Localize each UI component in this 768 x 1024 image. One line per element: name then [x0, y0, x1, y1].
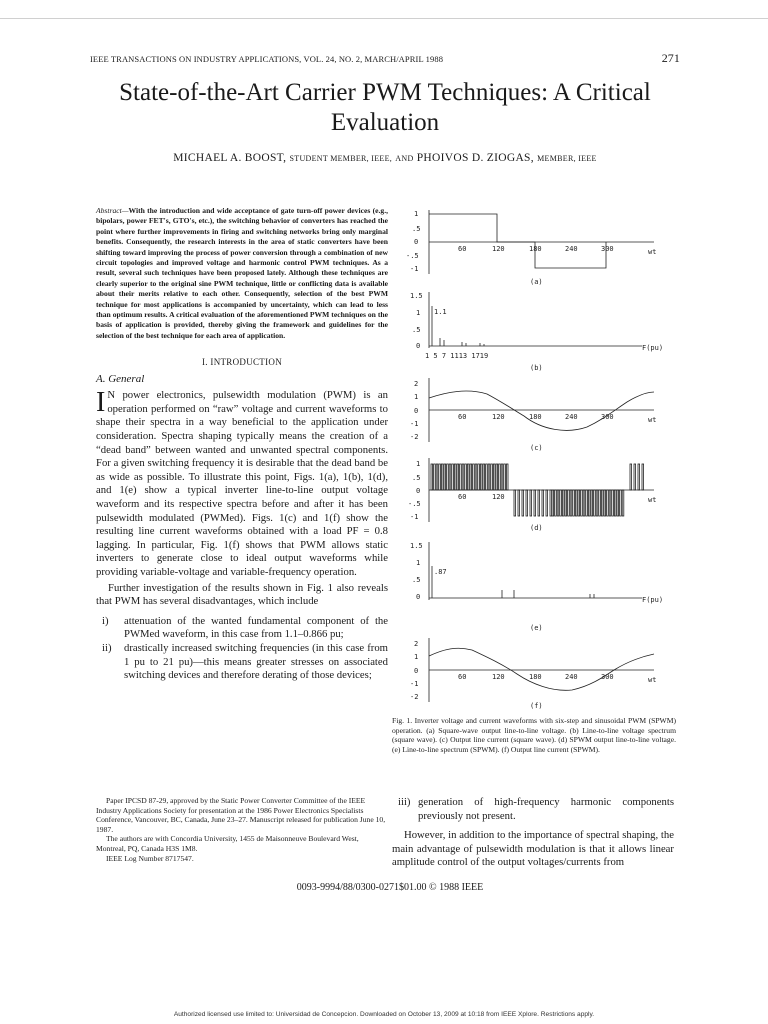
c-ytick-1: 1 [414, 393, 419, 401]
section-heading: I. INTRODUCTION [202, 357, 282, 368]
d-pwm-pulse [591, 490, 593, 516]
d-pwm-pulse [601, 490, 603, 516]
d-ytick-m05: -.5 [408, 500, 421, 508]
d-pwm-pulse [526, 490, 528, 516]
e-ytick-15: 1.5 [410, 542, 423, 550]
d-pwm-pulse [562, 490, 564, 516]
d-pwm-pulse [504, 464, 506, 490]
d-pwm-pulse [457, 464, 459, 490]
d-pwm-pulse [568, 490, 570, 516]
d-pwm-pulse [620, 490, 622, 516]
c-xtick-180: 180 [529, 413, 542, 421]
d-pwm-pulse [565, 490, 567, 516]
d-pwm-pulse [542, 490, 544, 516]
a-xtick-180: 180 [529, 245, 542, 253]
d-pwm-pulse [546, 490, 548, 516]
journal-citation: IEEE TRANSACTIONS ON INDUSTRY APPLICATIONS, VOL. 24, NO. 2, MARCH/APRIL 1988 [90, 54, 444, 64]
d-pwm-pulse [441, 464, 443, 490]
d-pwm-pulse [483, 464, 485, 490]
d-pwm-pulse [436, 464, 438, 490]
panel-label-e: (e) [530, 624, 543, 632]
f-xtick-300: 300 [601, 673, 614, 681]
page-number: 271 [661, 51, 680, 65]
d-pwm-pulse [462, 464, 464, 490]
intro-paragraph-1 [96, 389, 388, 579]
d-pwm-pulse [470, 464, 472, 490]
subsection-heading: A. General [96, 373, 145, 386]
f-xtick-60: 60 [458, 673, 467, 681]
d-pwm-pulse [578, 490, 580, 516]
d-ytick-m1: -1 [410, 513, 419, 521]
list-item [96, 615, 388, 642]
d-pwm-pulse [478, 464, 480, 490]
d-pwm-pulse [534, 490, 536, 516]
author-conjunction: AND [395, 154, 414, 163]
d-pwm-pulse [588, 490, 590, 516]
d-pwm-pulse [630, 464, 632, 490]
c-ytick-0: 0 [414, 407, 419, 415]
d-pwm-pulse [493, 464, 495, 490]
d-pwm-pulse [491, 464, 493, 490]
d-pwm-pulse [488, 464, 490, 490]
figure-caption: Fig. 1. Inverter voltage and current waveforms with six-step and sinusoidal PWM (SPWM) operation. (a) Square-wave output line-to-line voltage. (b) Line-to-line voltage spectrum (square wave). (c) Output line current (square wave). (d) SPWM output line-to-line voltage. (e) Line-to-line spectrum (SPWM). (f) Output line current (SPWM). [392, 716, 676, 754]
c-xtick-60: 60 [458, 413, 467, 421]
f-wt-label: wt [648, 676, 657, 684]
panel-e [410, 542, 663, 632]
f-ytick-m1: -1 [410, 680, 419, 688]
b-ytick-0: 0 [416, 342, 421, 350]
c-ytick-m2: -2 [410, 433, 419, 441]
author-boost: MICHAEL A. BOOST, [173, 152, 287, 164]
left-column [96, 206, 388, 683]
panel-a [406, 210, 656, 286]
d-pwm-pulse [449, 464, 451, 490]
panel-label-c: (c) [530, 444, 543, 452]
first-page-footnote [96, 796, 388, 863]
d-pwm-pulse [596, 490, 598, 516]
d-ytick-1: 1 [416, 460, 421, 468]
d-pwm-pulse [560, 490, 562, 516]
f-ytick-0: 0 [414, 667, 419, 675]
f-ytick-m2: -2 [410, 693, 419, 701]
e-ytick-0: 0 [416, 593, 421, 601]
panel-d [408, 458, 656, 532]
figure-1-plots [392, 202, 682, 712]
d-pwm-pulse [499, 464, 501, 490]
panel-label-a: (a) [530, 278, 543, 286]
footnote-log-number: IEEE Log Number 8717547. [106, 853, 194, 863]
right-column-text [392, 790, 674, 870]
d-pwm-pulse [638, 464, 640, 490]
d-wt-label: wt [648, 496, 657, 504]
a-ytick-m1: -1 [410, 265, 419, 273]
c-xtick-300: 300 [601, 413, 614, 421]
d-pwm-pulse [475, 464, 477, 490]
a-ytick-05: .5 [412, 225, 421, 233]
b-ytick-1: 1 [416, 309, 421, 317]
drop-cap: I [96, 387, 106, 419]
author-ziogas-grade: MEMBER, IEEE [537, 154, 597, 163]
intro-paragraph-2: Further investigation of the results shown in Fig. 1 also reveals that PWM has several disadvantages, which include [96, 581, 388, 608]
d-pwm-pulse [473, 464, 475, 490]
d-pwm-pulse [522, 490, 524, 516]
a-square-wave [429, 214, 606, 268]
d-pwm-pulse [583, 490, 585, 516]
list-item-text: attenuation of the wanted fundamental component of the PWMed waveform, in this case from 1.1–0.866 pu; [124, 614, 388, 641]
intro-paragraph-1-text: N power electronics, pulsewidth modulation (PWM) is an operation performed on “raw” voltage and current waveforms to shape their spectra in a way beneficial to the application under consideration. Spectra shaping typically means the creation of a “dead band” between wanted and unwanted spectral components. For a given switching frequency it is desirable that the dead band be as wide as possible. To illustrate this point, Figs. 1(a), 1(b), 1(d), and 1(e) show a typical inverter line-to-line output voltage waveform and its respective spectra before and after it has been pulsewidth modulated (PWMed). Figs. 1(c) and 1(f) show the resulting line current waveforms obtained with a load PF = 0.8 lagging. In particular, Fig. 1(f) shows that PWM allows static inverters to generate close to ideal output waveforms while providing variable-voltage and variable-frequency operation. [96, 389, 388, 578]
d-pwm-pulse [467, 464, 469, 490]
list-item-number: i) [102, 614, 109, 627]
d-xtick-120: 120 [492, 493, 505, 501]
e-ytick-05: .5 [412, 576, 421, 584]
d-pwm-pulse [552, 490, 554, 516]
panel-f [410, 638, 656, 710]
d-pwm-pulse [614, 490, 616, 516]
d-pwm-pulse [607, 490, 609, 516]
d-pwm-pulse [431, 464, 433, 490]
disadvantage-list-continued [392, 796, 674, 823]
d-ytick-0: 0 [416, 487, 421, 495]
d-pwm-pulse [555, 490, 557, 516]
e-ytick-1: 1 [416, 559, 421, 567]
b-harmonic-ticks: 1 5 7 1113 1719 [425, 352, 489, 360]
d-pwm-pulse [612, 490, 614, 516]
c-ytick-m1: -1 [410, 420, 419, 428]
footnote-paper-info: Paper IPCSD 87-29, approved by the Static Power Converter Committee of the IEEE Industry Applications Society for presentation at the 1986 Power Electronics Specialists Conference, Vancouver, BC, Canada, June 23–27. Manuscript released for publication June 10, 1987. [96, 796, 386, 834]
a-xtick-300: 300 [601, 245, 614, 253]
d-pwm-pulse [530, 490, 532, 516]
b-peak-label: 1.1 [434, 308, 447, 316]
c-xtick-240: 240 [565, 413, 578, 421]
list-item-number: iii) [398, 796, 411, 808]
d-pwm-pulse [538, 490, 540, 516]
d-pwm-pulse [586, 490, 588, 516]
a-wt-label: wt [648, 248, 657, 256]
a-ytick-m05: -.5 [406, 252, 419, 260]
d-pwm-pulse [454, 464, 456, 490]
f-xtick-120: 120 [492, 673, 505, 681]
panel-b [410, 292, 663, 372]
d-pwm-pulse [496, 464, 498, 490]
d-pwm-pulse [460, 464, 462, 490]
d-pwm-pulse [570, 490, 572, 516]
d-pwm-pulse [501, 464, 503, 490]
d-pwm-pulse [575, 490, 577, 516]
list-item-number: ii) [102, 641, 112, 654]
list-item [392, 796, 674, 823]
b-ytick-05: .5 [412, 326, 421, 334]
panel-label-d: (d) [530, 524, 543, 532]
d-pwm-pulse [434, 464, 436, 490]
f-ytick-2: 2 [414, 640, 419, 648]
d-pwm-pulse [634, 464, 636, 490]
d-pwm-pulse [604, 490, 606, 516]
d-pwm-pulse [622, 490, 624, 516]
d-pwm-pulse [444, 464, 446, 490]
f-ytick-1: 1 [414, 653, 419, 661]
figure-1 [392, 202, 682, 712]
list-item-text: generation of high-frequency harmonic components previously not present. [418, 796, 674, 822]
d-pwm-pulse [439, 464, 441, 490]
paper-title: State-of-the-Art Carrier PWM Techniques: A Critical Evaluation [119, 79, 651, 136]
d-negative-pulses [514, 490, 624, 516]
panel-label-f: (f) [530, 702, 543, 710]
right-paragraph: However, in addition to the importance of spectral shaping, the main advantage of pulsewidth modulation is that it allows linear amplitude control of the output voltages/currents from [392, 829, 674, 869]
d-pwm-pulse [452, 464, 454, 490]
abstract-label: Abstract— [96, 206, 129, 215]
d-pwm-pulse [599, 490, 601, 516]
d-pwm-pulse [617, 490, 619, 516]
b-ytick-15: 1.5 [410, 292, 423, 300]
issn-copyright: 0093-9994/88/0300-0271$01.00 © 1988 IEEE [296, 882, 484, 893]
d-pwm-pulse [609, 490, 611, 516]
d-pwm-pulse [573, 490, 575, 516]
list-item [96, 642, 388, 683]
d-xtick-60: 60 [458, 493, 467, 501]
c-xtick-120: 120 [492, 413, 505, 421]
a-xtick-120: 120 [492, 245, 505, 253]
f-current-wave [429, 648, 657, 690]
d-pwm-pulse [594, 490, 596, 516]
c-current-wave [429, 391, 657, 430]
d-pwm-pulse [486, 464, 488, 490]
a-xtick-240: 240 [565, 245, 578, 253]
d-pwm-pulse [480, 464, 482, 490]
disadvantage-list [96, 615, 388, 683]
a-ytick-0: 0 [414, 238, 419, 246]
d-pwm-pulse [557, 490, 559, 516]
abstract [96, 206, 388, 341]
author-ziogas: PHOIVOS D. ZIOGAS, [416, 152, 534, 164]
d-positive-pulses [431, 464, 644, 490]
abstract-text: With the introduction and wide acceptance of gate turn-off power devices (e.g., bipolars, power FET's, GTO's, etc.), the switching behavior of converters has reached the point where further improvements in firing and switching networks bring only marginal benefits. Consequently, the research interests in the area of static converters have been shifting toward improving the process of power conversion through a combination of new circuit topologies and improved voltage and harmonic control PWM techniques. As a result, several such techniques have been proposed lately. Although these techniques are clearly superior to the original sine PWM technique, little or conflicting data is available about their merits relative to each other. Consequently, selection of the best PWM technique for most applications is accompanied by uncertainty, which can lead to less than optimum results. A critical evaluation of the aforementioned PWM techniques on the basis of application is provided, thereby giving the framework and guidelines for the selection of the best technique for each area of application. [96, 206, 388, 340]
c-wt-label: wt [648, 416, 657, 424]
author-boost-grade: STUDENT MEMBER, IEEE, [289, 154, 393, 163]
d-pwm-pulse [465, 464, 467, 490]
b-fpu-label: F(pu) [642, 344, 664, 352]
d-pwm-pulse [550, 490, 552, 516]
c-ytick-2: 2 [414, 380, 419, 388]
d-pwm-pulse [642, 464, 644, 490]
d-pwm-pulse [581, 490, 583, 516]
d-pwm-pulse [518, 490, 520, 516]
download-footer: Authorized licensed use limited to: Universidad de Concepcion. Downloaded on October 13, 2009 at 10:18 from IEEE Xplore. Restrictions apply. [173, 1011, 595, 1018]
e-peak-label: .87 [434, 568, 447, 576]
top-rule [0, 18, 768, 19]
panel-c [410, 378, 656, 452]
panel-label-b: (b) [530, 364, 543, 372]
author-line [80, 152, 690, 164]
footnote-affiliation: The authors are with Concordia University, 1455 de Maisonneuve Boulevard West, Montreal, PQ, Canada H3S 1M8. [96, 834, 359, 853]
f-xtick-180: 180 [529, 673, 542, 681]
d-pwm-pulse [506, 464, 508, 490]
running-header [90, 51, 680, 65]
a-ytick-1: 1 [414, 210, 419, 218]
d-pwm-pulse [514, 490, 516, 516]
f-xtick-240: 240 [565, 673, 578, 681]
list-item-text: drastically increased switching frequencies (in this case from 1 pu to 21 pu)—this means greater stresses on associated switching devices and therefore derating of those devices; [124, 641, 388, 682]
d-ytick-05: .5 [412, 474, 421, 482]
d-pwm-pulse [447, 464, 449, 490]
e-fpu-label: F(pu) [642, 596, 664, 604]
a-xtick-60: 60 [458, 245, 467, 253]
